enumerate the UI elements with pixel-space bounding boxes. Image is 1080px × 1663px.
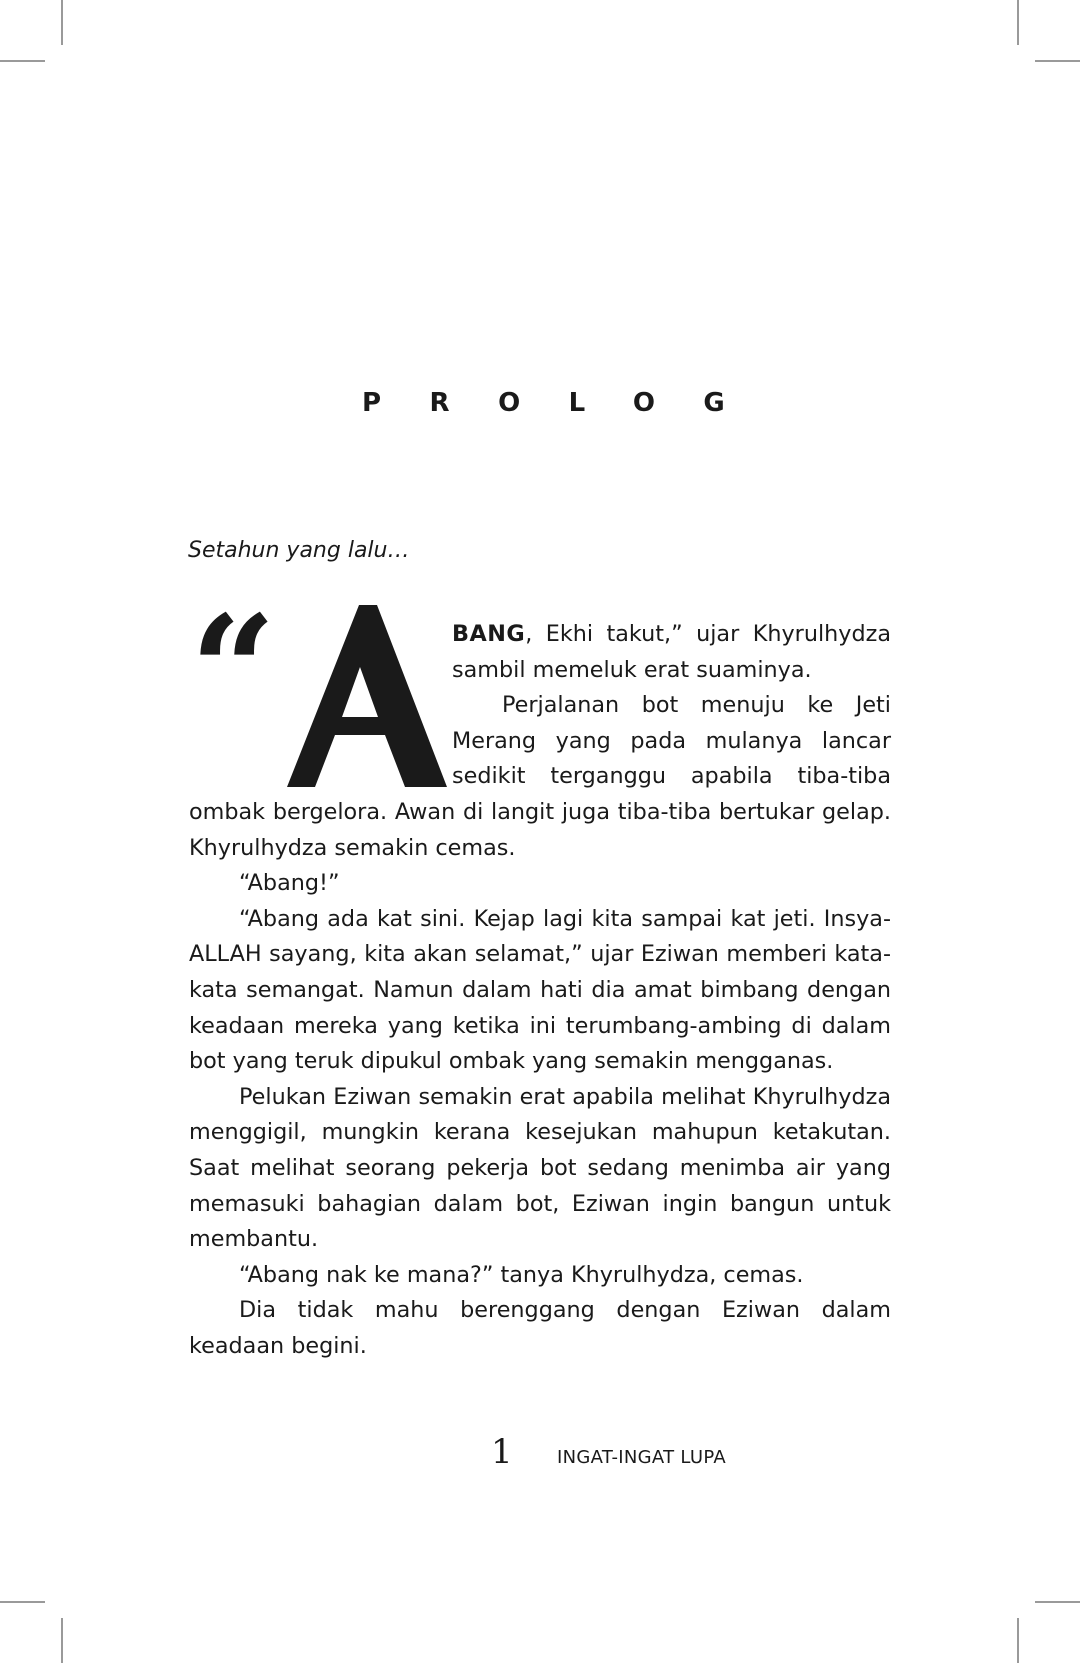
dropcap-quote-mark: “ xyxy=(190,583,267,759)
paragraph: Perjalanan bot menuju ke Jeti Merang yang pada mulanya lancar sedikit terganggu apabila tiba-tiba ombak bergelora. Awan di langit juga tiba-tiba bertukar gelap. Khyrulhydza semakin cemas. xyxy=(189,692,891,861)
first-paragraph-text: , Ekhi takut,” ujar Khyrulhydza sambil memeluk erat suaminya. xyxy=(452,621,891,683)
body-text xyxy=(189,617,891,1364)
crop-mark-top-right-vertical xyxy=(1017,0,1019,45)
page-number: 1 xyxy=(491,1432,513,1472)
crop-mark-top-left-vertical xyxy=(61,0,63,45)
paragraph: “Abang nak ke mana?” tanya Khyrulhydza, cemas. xyxy=(239,1261,804,1288)
crop-mark-top-left-horizontal xyxy=(0,60,45,62)
chapter-title: PROLOG xyxy=(362,388,774,418)
lead-word: BANG xyxy=(452,621,526,647)
crop-mark-bottom-right-horizontal xyxy=(1035,1601,1080,1603)
running-book-title: INGAT-INGAT LUPA xyxy=(557,1447,726,1468)
paragraph: Pelukan Eziwan semakin erat apabila melihat Khyrulhydza menggigil, mungkin kerana kesejukan mahupun ketakutan. Saat melihat seorang pekerja bot sedang menimba air yang memasuki bahagian dalam bot, Eziwan ingin bangun untuk membantu. xyxy=(189,1083,891,1253)
dropcap-spacer xyxy=(189,617,452,785)
crop-mark-bottom-left-horizontal xyxy=(0,1601,45,1603)
paragraph: Dia tidak mahu berenggang dengan Eziwan dalam keadaan begini. xyxy=(189,1297,891,1359)
paragraph: “Abang ada kat sini. Kejap lagi kita sampai kat jeti. Insya-ALLAH sayang, kita akan selamat,” ujar Eziwan memberi kata-kata semangat. Namun dalam hati dia amat bimbang dengan keadaan mereka yang ketika ini terumbang-ambing di dalam bot yang teruk dipukul ombak yang semakin mengganas. xyxy=(189,905,891,1075)
paragraph: “Abang!” xyxy=(239,870,340,897)
chapter-subtitle: Setahun yang lalu… xyxy=(188,538,410,563)
crop-mark-bottom-left-vertical xyxy=(61,1618,63,1663)
crop-mark-top-right-horizontal xyxy=(1035,60,1080,62)
crop-mark-bottom-right-vertical xyxy=(1017,1618,1019,1663)
